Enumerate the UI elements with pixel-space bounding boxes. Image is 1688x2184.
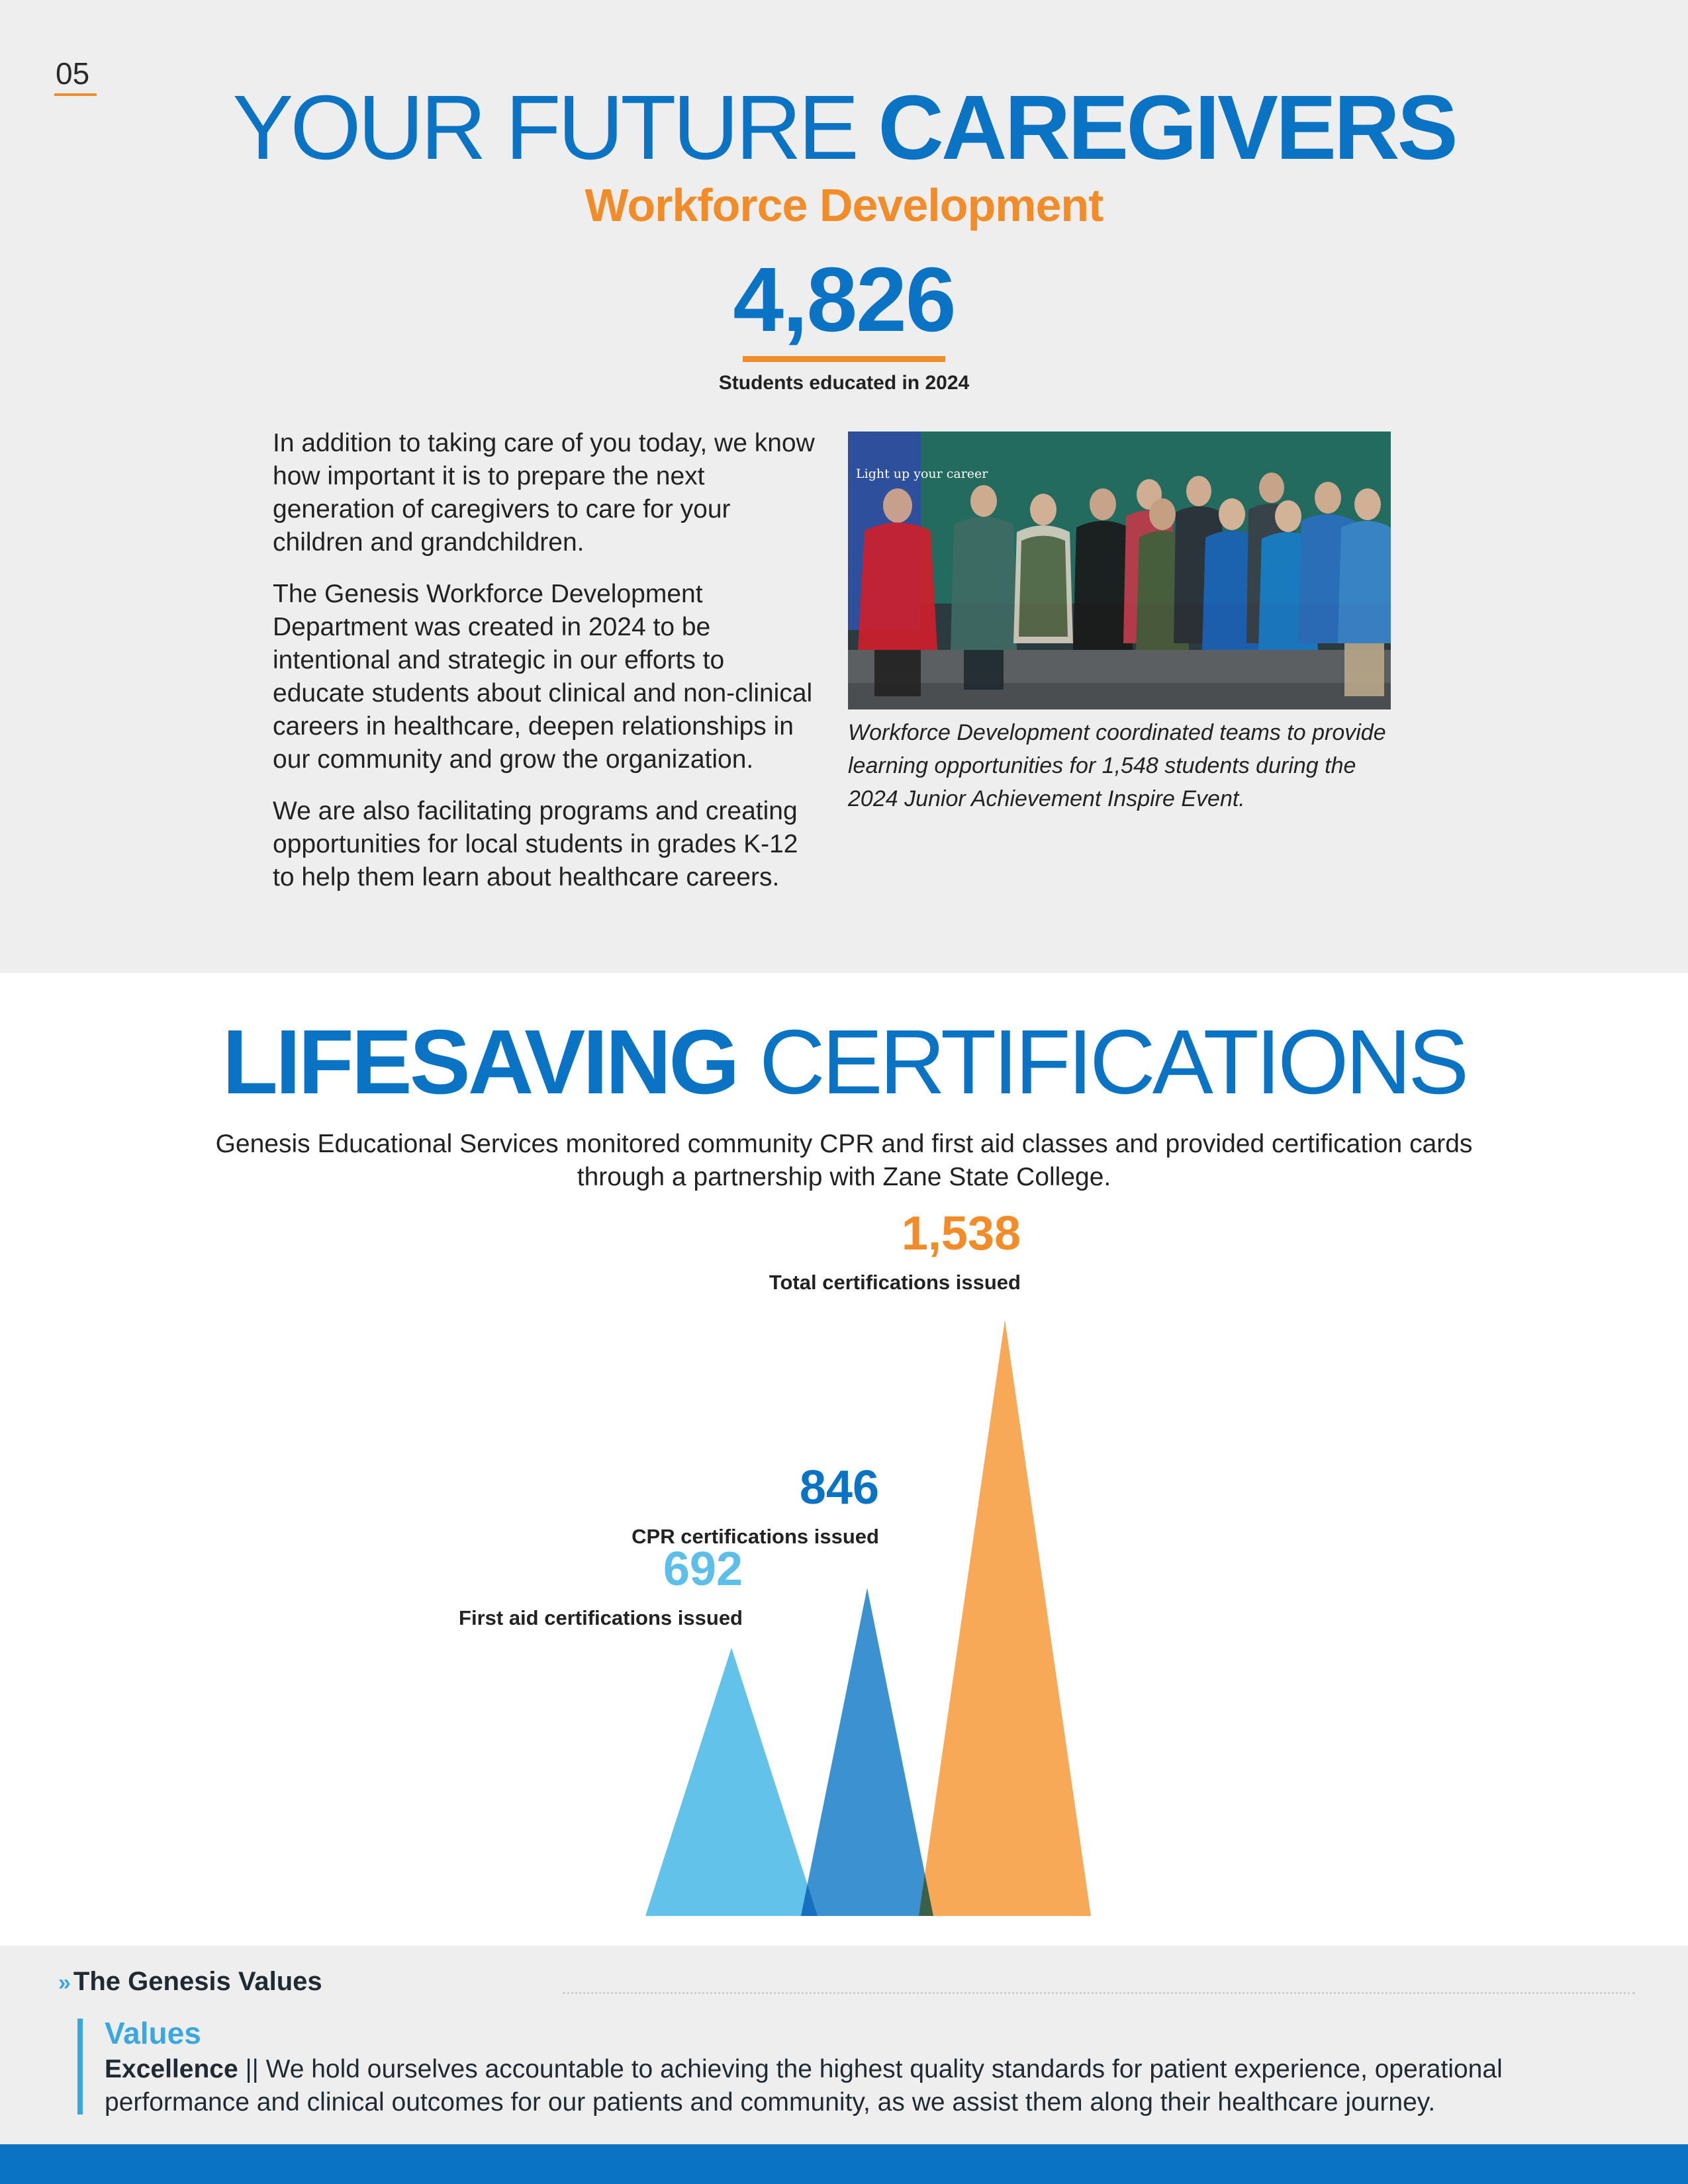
team-photo-illustration <box>848 432 1391 709</box>
photo-caption: Workforce Development coordinated teams to provide learning opportunities for 1,548 students during the 2024 Junior Achievement Inspire Event. <box>848 720 1386 811</box>
workforce-body <box>273 427 816 913</box>
values-text <box>105 2053 1627 2119</box>
photo-banner-text: Light up your career <box>856 467 988 481</box>
certifications-title-light: CERTIFICATIONS <box>737 1011 1466 1113</box>
workforce-paragraph: In addition to taking care of you today, we know how important it is to prepare the next generation of caregivers to care for your children and grandchildren. <box>273 429 815 557</box>
page-number: 05 <box>56 56 90 91</box>
chart-triangle-2 <box>801 1588 933 1916</box>
values-heading <box>58 1967 322 1997</box>
chart-value-label: 692 <box>663 1543 743 1596</box>
chart-category-label: CPR certifications issued <box>632 1525 879 1548</box>
workforce-title-light: YOUR FUTURE <box>232 77 878 179</box>
values-divider <box>563 1992 1635 1994</box>
values-term: Excellence <box>105 2055 238 2083</box>
chart-triangle-3 <box>919 1320 1091 1916</box>
chart-category-label: Total certifications issued <box>769 1271 1021 1294</box>
chart-category-label: First aid certifications issued <box>459 1606 743 1629</box>
footer-bar <box>0 2144 1688 2184</box>
workforce-title <box>0 78 1688 177</box>
chart-value-label: 846 <box>799 1461 879 1514</box>
certifications-title-bold: LIFESAVING <box>222 1011 737 1113</box>
chart-triangle-1 <box>645 1648 818 1916</box>
values-separator: || <box>238 2055 266 2083</box>
certifications-intro: Genesis Educational Services monitored community CPR and first aid classes and provided certification cards through a partnership with Zane State College. <box>215 1130 1473 1191</box>
values-description: We hold ourselves accountable to achieving the highest quality standards for patient experience, operational performance and clinical outcomes for our patients and community, as we assist them along their healthcare journey. <box>105 2055 1503 2116</box>
values-accent-bar <box>77 2019 83 2115</box>
certifications-title <box>0 1013 1688 1112</box>
chart-value-label: 1,538 <box>901 1207 1021 1260</box>
workforce-title-bold: CAREGIVERS <box>878 77 1456 179</box>
stat-underline <box>743 356 945 362</box>
workforce-paragraph: We are also facilitating programs and creating opportunities for local students in grades K-12 to help them learn about healthcare careers. <box>273 797 798 891</box>
chevron-right-icon: » <box>58 1970 71 1995</box>
students-stat-label: Students educated in 2024 <box>718 372 970 394</box>
values-subheading: Values <box>105 2016 201 2050</box>
students-stat-value: 4,826 <box>733 249 955 351</box>
certifications-chart <box>0 1205 1688 1939</box>
values-heading-text: The Genesis Values <box>73 1967 322 1996</box>
workforce-paragraph: The Genesis Workforce Development Department was created in 2024 to be intentional and strategic in our efforts to educate students about clinical and non-clinical careers in healthcare, deepen relationships in our community and grow the organization. <box>273 580 813 774</box>
team-photo <box>848 432 1391 709</box>
workforce-subtitle: Workforce Development <box>585 179 1103 231</box>
